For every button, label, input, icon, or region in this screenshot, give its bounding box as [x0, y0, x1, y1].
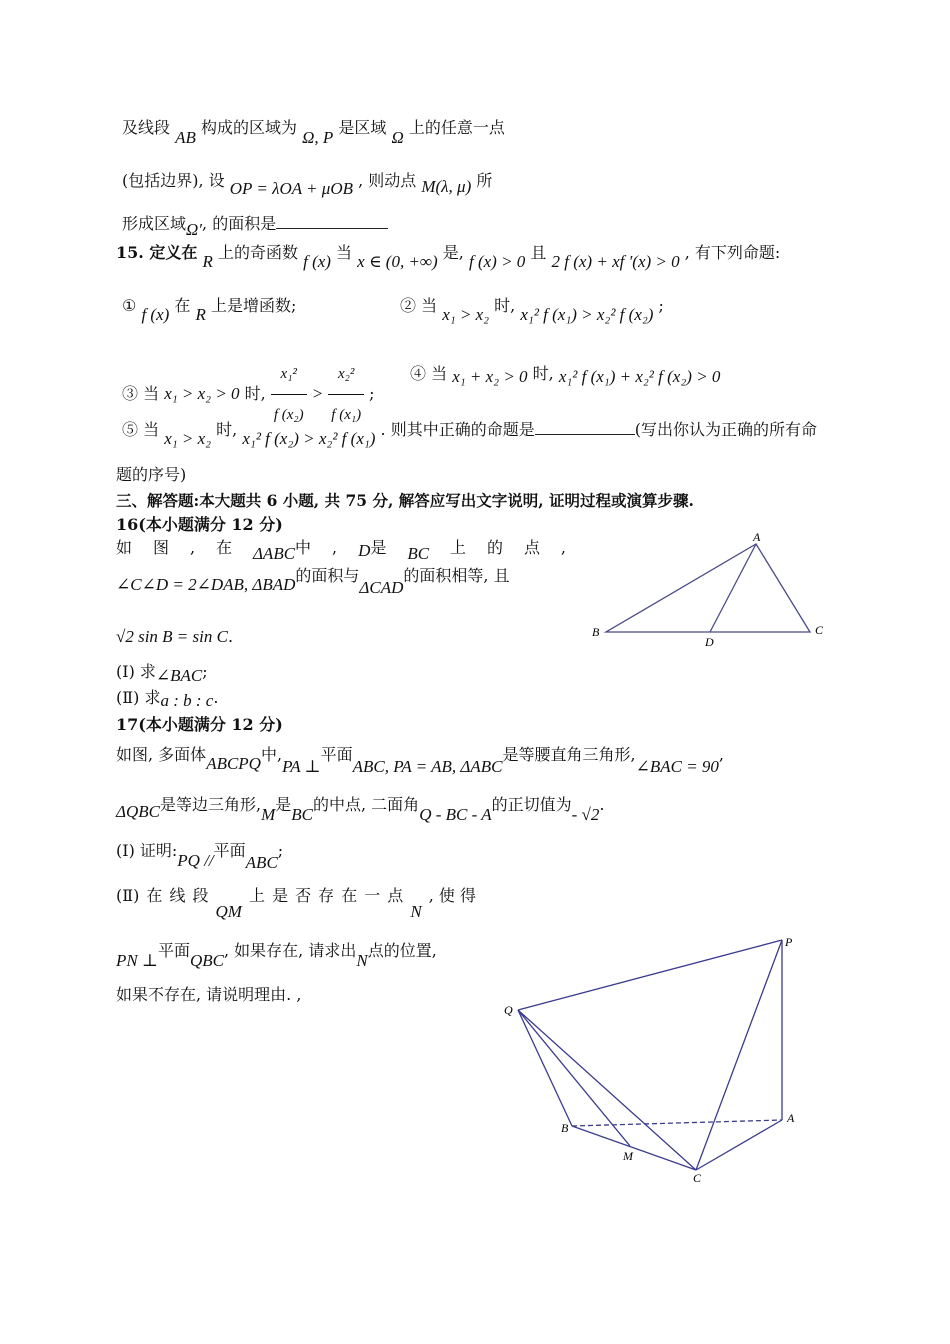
text: 在	[174, 296, 191, 315]
text: ④ 当	[410, 364, 448, 383]
q16-line-1	[116, 538, 566, 563]
triangle-abc	[606, 544, 810, 632]
text: 及线段	[122, 118, 171, 137]
text: 上的奇函数	[218, 243, 299, 262]
q14-line-2	[122, 171, 493, 198]
text: ,	[560, 538, 566, 557]
label-c: C	[693, 1171, 702, 1185]
text: 时,	[532, 364, 554, 383]
q14-line-3	[122, 214, 388, 239]
text: . 则其中正确的命题是	[380, 420, 535, 439]
text: 中	[295, 538, 312, 557]
label-b: B	[561, 1121, 569, 1135]
text: 段	[192, 886, 209, 905]
text: (包括边界), 设	[122, 171, 225, 190]
text: 上的任意一点	[408, 118, 505, 137]
q15-option-5-cont	[116, 465, 186, 485]
math: ∠C∠D = 2∠DAB, ΔBAD	[116, 575, 296, 594]
math: x₁ > x₂	[442, 305, 490, 324]
text: .	[599, 795, 605, 814]
label-m: M	[623, 1149, 633, 1163]
text: 形成区域	[122, 214, 187, 233]
math: x₁ > x₂	[164, 429, 212, 448]
q17-part-2-line-3: 如果不存在, 请说明理由. ,	[116, 985, 302, 1004]
text: 是,	[442, 243, 464, 262]
text: (Ⅱ) 求	[116, 688, 161, 707]
math: x₁² f (x₂) > x₂² f (x₁)	[242, 429, 376, 448]
math: BC	[291, 805, 313, 824]
text: (Ⅰ) 证明:	[116, 841, 178, 860]
text: ,	[332, 538, 338, 557]
edge-qc	[518, 1010, 696, 1170]
q17-polyhedron-figure	[500, 928, 810, 1188]
math: ΔQBC	[116, 802, 160, 821]
math: ABCPQ	[206, 754, 261, 773]
math: x ∈ (0, +∞)	[357, 252, 438, 271]
math: PA ⊥	[282, 757, 321, 776]
text: (Ⅰ) 求	[116, 662, 156, 681]
text: ;	[658, 296, 664, 315]
text: 的面积与	[295, 566, 360, 585]
label-a: A	[787, 1111, 795, 1125]
label-b: B	[592, 625, 600, 639]
math: ΔCAD	[359, 578, 404, 597]
text: 在	[146, 886, 163, 905]
numerator: x₂²	[328, 354, 364, 395]
q17-line-1	[116, 745, 725, 776]
math: f (x) > 0	[468, 252, 526, 271]
text: 是	[275, 795, 292, 814]
q16-line-2	[116, 566, 510, 597]
math: x₁ + x₂ > 0	[452, 367, 528, 386]
text: ⑤ 当	[122, 420, 160, 439]
text: 如	[116, 538, 133, 557]
text: 构成的区域为	[200, 118, 297, 137]
q15-option-5	[122, 420, 817, 448]
math: PN ⊥	[116, 951, 158, 970]
edge-qb	[518, 1010, 572, 1126]
math: N	[410, 902, 422, 921]
text: 平面	[213, 841, 246, 860]
text: , 的面积是	[202, 214, 277, 233]
math: Ω′	[186, 220, 203, 239]
text: 存	[318, 886, 335, 905]
text: , 使 得	[428, 886, 476, 905]
math: R	[195, 305, 206, 324]
q15-option-4	[410, 364, 720, 384]
label-a: A	[753, 532, 761, 544]
math: ∠BAC	[155, 666, 203, 685]
math: ABC	[245, 853, 278, 872]
text: 是	[272, 886, 289, 905]
q17-line-2	[116, 795, 605, 824]
text: 是等边三角形,	[159, 795, 262, 814]
q16-line-3	[116, 627, 233, 647]
text: 在	[215, 538, 232, 557]
q16-triangle-figure	[588, 532, 833, 652]
text: 时,	[216, 420, 238, 439]
text: 题的序号)	[116, 465, 187, 484]
q16-part-2	[116, 688, 218, 708]
math: Ω	[391, 128, 404, 147]
text: 平面	[157, 941, 190, 960]
text: 否	[295, 886, 312, 905]
text: 线	[169, 886, 186, 905]
q17-part-2-line-2	[116, 941, 437, 970]
text: ③ 当	[122, 384, 160, 403]
label-c: C	[815, 623, 824, 637]
text: 当	[336, 243, 353, 262]
math: OP = λOA + μOB	[229, 179, 353, 198]
text: 15. 定义在	[116, 243, 198, 262]
q17-part-2	[116, 886, 476, 921]
q16-part-1	[116, 662, 208, 685]
q14-line-1	[122, 118, 505, 147]
answer-blank	[276, 227, 388, 229]
text: 一	[364, 886, 381, 905]
edge-bc	[572, 1126, 696, 1170]
text: 点	[523, 538, 540, 557]
q17-title: 17(本小题满分 12 分)	[116, 715, 283, 734]
math: ABC, PA = AB, ΔABC	[352, 757, 503, 776]
math: M	[261, 805, 276, 824]
q17-part-1	[116, 841, 284, 872]
math: f (x)	[303, 252, 331, 271]
answer-blank	[535, 433, 635, 435]
text: 是区域	[338, 118, 387, 137]
text: 是	[370, 538, 387, 557]
text: , 则动点	[358, 171, 417, 190]
math: f (x)	[141, 305, 170, 324]
math: QBC	[189, 951, 224, 970]
text: (Ⅱ)	[116, 886, 140, 905]
text: ;	[202, 662, 208, 681]
q15-option-1	[122, 296, 297, 324]
text: 所	[476, 171, 493, 190]
math: >	[311, 384, 324, 403]
label-d: D	[705, 635, 714, 649]
section-3-header: 三、解答题:本大题共 6 小题, 共 75 分, 解答应写出文字说明, 证明过程或演算步骤.	[116, 491, 694, 510]
math: BC	[407, 544, 430, 563]
math: AB	[175, 128, 196, 147]
q16-title: 16(本小题满分 12 分)	[116, 515, 283, 534]
text: 如图, 多面体	[116, 745, 207, 764]
text: .	[227, 627, 234, 646]
text: 上	[450, 538, 467, 557]
edge-qp	[518, 940, 782, 1010]
q15-stem	[116, 243, 781, 271]
math: - √2	[571, 805, 600, 824]
text: 的面积相等, 且	[403, 566, 510, 585]
math: Q - BC - A	[419, 805, 492, 824]
edge-ba-hidden	[572, 1120, 782, 1126]
math: √2 sin B = sin C	[116, 627, 228, 646]
math: M(λ, μ)	[421, 177, 472, 196]
q15-option-2	[400, 296, 664, 324]
math: x₁² f (x₁) + x₂² f (x₂) > 0	[558, 367, 721, 386]
math: ΔABC	[252, 544, 296, 563]
text: 平面	[320, 745, 353, 764]
math: N	[356, 951, 368, 970]
text: 的正切值为	[491, 795, 572, 814]
text: 中,	[260, 745, 283, 764]
label-p: P	[785, 935, 793, 949]
text: 在	[341, 886, 358, 905]
text: ;	[277, 841, 284, 860]
text: 点的位置,	[367, 941, 437, 960]
math: x₁ > x₂ > 0	[164, 384, 240, 403]
text: , 有下列命题:	[684, 243, 781, 262]
text: 的中点, 二面角	[313, 795, 420, 814]
text: ② 当	[400, 296, 438, 315]
text: 时,	[244, 384, 266, 403]
text: (写出你认为正确的所有命	[634, 420, 817, 439]
text: 是等腰直角三角形,	[502, 745, 636, 764]
math: PQ //	[177, 851, 214, 870]
text: 点	[387, 886, 404, 905]
math: D	[358, 541, 371, 560]
text: , 如果存在, 请求出	[223, 941, 357, 960]
text: 且	[530, 243, 547, 262]
text: .	[213, 688, 219, 707]
text: 图	[152, 538, 169, 557]
numerator: x₁²	[271, 354, 307, 395]
label-q: Q	[504, 1003, 513, 1017]
text: 时,	[494, 296, 516, 315]
math: 2 f (x) + xf ′(x) > 0	[551, 252, 680, 271]
text: ,	[718, 745, 725, 764]
math: QM	[215, 902, 242, 921]
denominator: f (x₂)	[273, 407, 304, 423]
math: x₁² f (x₁) > x₂² f (x₂)	[520, 305, 654, 324]
math: a : b : c	[160, 691, 214, 710]
math: ∠BAC = 90	[635, 757, 719, 776]
text: ;	[369, 384, 375, 403]
denominator: f (x₁)	[331, 407, 362, 423]
text: 的	[486, 538, 503, 557]
text: ,	[189, 538, 196, 557]
math: R	[202, 252, 213, 271]
edge-ca	[696, 1120, 782, 1170]
text: 上是增函数;	[210, 296, 297, 315]
text: 上	[249, 886, 266, 905]
edge-pc	[696, 940, 782, 1170]
text: ①	[122, 296, 137, 315]
math: Ω, P	[302, 128, 334, 147]
